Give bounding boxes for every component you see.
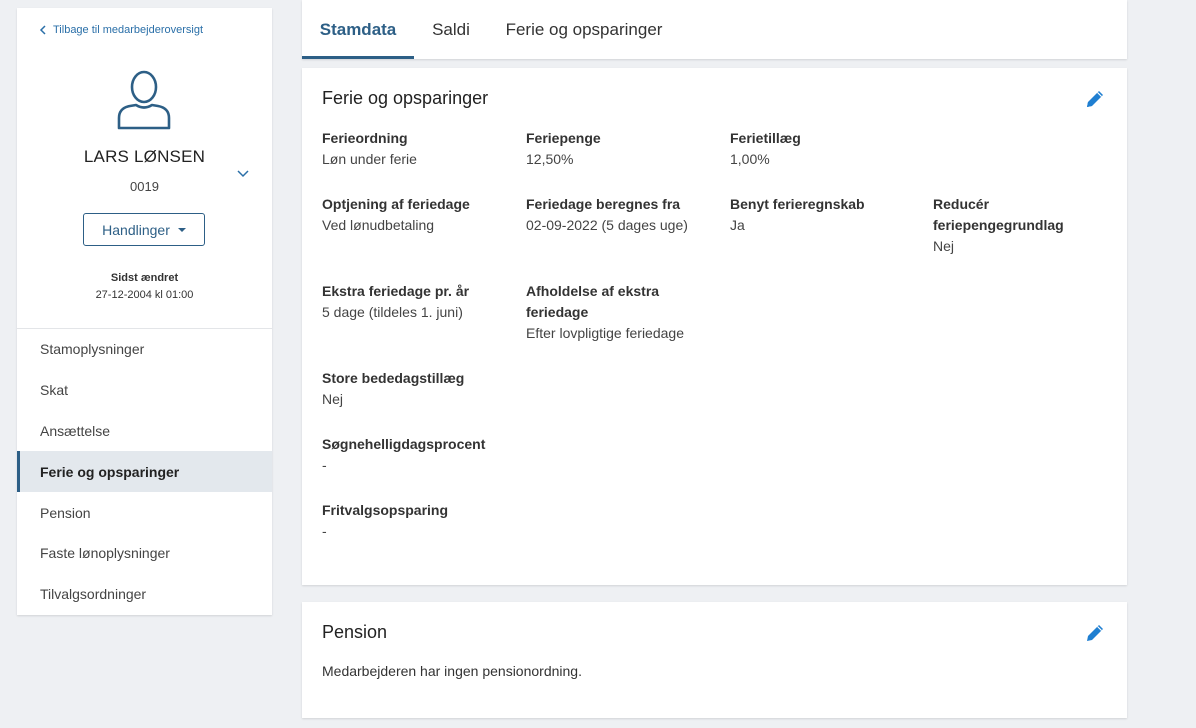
nav-item-faste-loenoplysninger[interactable]	[17, 533, 272, 574]
chevron-down-icon[interactable]	[236, 168, 250, 178]
field-label: Fritvalgsopsparing	[322, 502, 449, 518]
nav-item-ansaettelse[interactable]	[17, 411, 272, 452]
pension-card	[302, 602, 1127, 718]
nav-item-stamoplysninger[interactable]	[17, 329, 272, 370]
nav-item-skat[interactable]	[17, 370, 272, 411]
field-ferieordning	[322, 128, 507, 170]
field-value: Nej	[933, 238, 955, 254]
field-optjening-af-feriedage	[322, 194, 507, 236]
nav-item-label: Pension	[40, 504, 91, 521]
last-changed-value: 27-12-2004 kl 01:00	[95, 289, 194, 301]
field-ekstra-feriedage	[322, 281, 507, 323]
field-value: Nej	[322, 391, 344, 407]
caret-down-icon	[178, 228, 186, 232]
field-label: Søgnehelligdagsprocent	[322, 436, 486, 452]
field-label: Store bededagstillæg	[322, 370, 465, 386]
field-value: 02-09-2022 (5 dages uge)	[526, 217, 688, 233]
field-value: Ja	[730, 217, 745, 233]
field-label: Ferieordning	[322, 130, 408, 146]
nav-item-label: Skat	[40, 382, 69, 399]
chevron-left-icon	[39, 25, 47, 35]
field-label: Reducér feriepengegrundlag	[933, 196, 1064, 233]
nav-item-pension[interactable]	[17, 492, 272, 533]
nav-item-label: Ansættelse	[40, 422, 111, 439]
employee-number: 0019	[130, 179, 159, 194]
field-benyt-ferieregnskab	[730, 194, 915, 236]
field-value: 1,00%	[730, 151, 770, 167]
field-value: Efter lovpligtige feriedage	[526, 325, 684, 341]
field-value: 5 dage (tildeles 1. juni)	[322, 304, 463, 320]
pencil-icon[interactable]	[1084, 622, 1106, 644]
back-link-label: Tilbage til medarbejderoversigt	[53, 24, 203, 36]
nav-item-label: Ferie og opsparinger	[40, 463, 180, 480]
card-title: Pension	[322, 622, 388, 642]
tab-saldi[interactable]	[414, 0, 488, 59]
field-value: Ved lønudbetaling	[322, 217, 435, 233]
tab-label: Saldi	[432, 19, 470, 39]
field-value: -	[322, 523, 327, 539]
employee-sidebar	[17, 8, 272, 615]
tab-stamdata[interactable]	[302, 0, 414, 59]
field-reducer-feriepengegrundlag	[933, 194, 1083, 257]
nav-item-label: Stamoplysninger	[40, 341, 145, 358]
field-soegnehelligdagsprocent	[322, 434, 507, 476]
pension-empty-text: Medarbejderen har ingen pensionordning.	[322, 663, 582, 679]
nav-item-ferie-og-opsparinger[interactable]	[17, 451, 272, 492]
tab-label: Stamdata	[319, 19, 397, 39]
pencil-icon[interactable]	[1084, 88, 1106, 110]
ferie-og-opsparinger-card	[302, 68, 1127, 585]
nav-item-label: Tilvalgsordninger	[40, 586, 147, 603]
field-ferietillaeg	[730, 128, 915, 170]
tab-ferie-og-opsparinger[interactable]	[488, 0, 680, 59]
field-label: Feriedage beregnes fra	[526, 196, 681, 212]
field-store-bededagstillaeg	[322, 368, 507, 410]
back-to-employee-overview-link[interactable]	[39, 24, 203, 36]
active-tab-indicator	[302, 56, 414, 59]
actions-dropdown-button[interactable]	[83, 213, 205, 246]
tab-bar	[302, 0, 1127, 59]
field-afholdelse-af-ekstra-feriedage	[526, 281, 686, 344]
actions-label: Handlinger	[102, 221, 170, 238]
field-label: Afholdelse af ekstra feriedage	[526, 283, 660, 320]
field-label: Ekstra feriedage pr. år	[322, 283, 470, 299]
field-value: 12,50%	[526, 151, 574, 167]
card-title: Ferie og opsparinger	[322, 88, 489, 108]
field-fritvalgsopsparing	[322, 500, 507, 542]
field-label: Benyt ferieregnskab	[730, 196, 865, 212]
nav-item-tilvalgsordninger[interactable]	[17, 574, 272, 615]
user-avatar-icon	[116, 70, 172, 132]
field-label: Feriepenge	[526, 130, 601, 146]
field-feriepenge	[526, 128, 711, 170]
field-value: -	[322, 457, 327, 473]
nav-item-label: Faste lønoplysninger	[40, 545, 170, 562]
field-feriedage-beregnes-fra	[526, 194, 711, 236]
field-value: Løn under ferie	[322, 151, 417, 167]
employee-name: LARS LØNSEN	[83, 147, 206, 166]
field-label: Ferietillæg	[730, 130, 801, 146]
employee-nav	[17, 328, 272, 615]
field-label: Optjening af feriedage	[322, 196, 470, 212]
last-changed-label: Sidst ændret	[110, 272, 179, 284]
tab-label: Ferie og opsparinger	[505, 19, 663, 39]
